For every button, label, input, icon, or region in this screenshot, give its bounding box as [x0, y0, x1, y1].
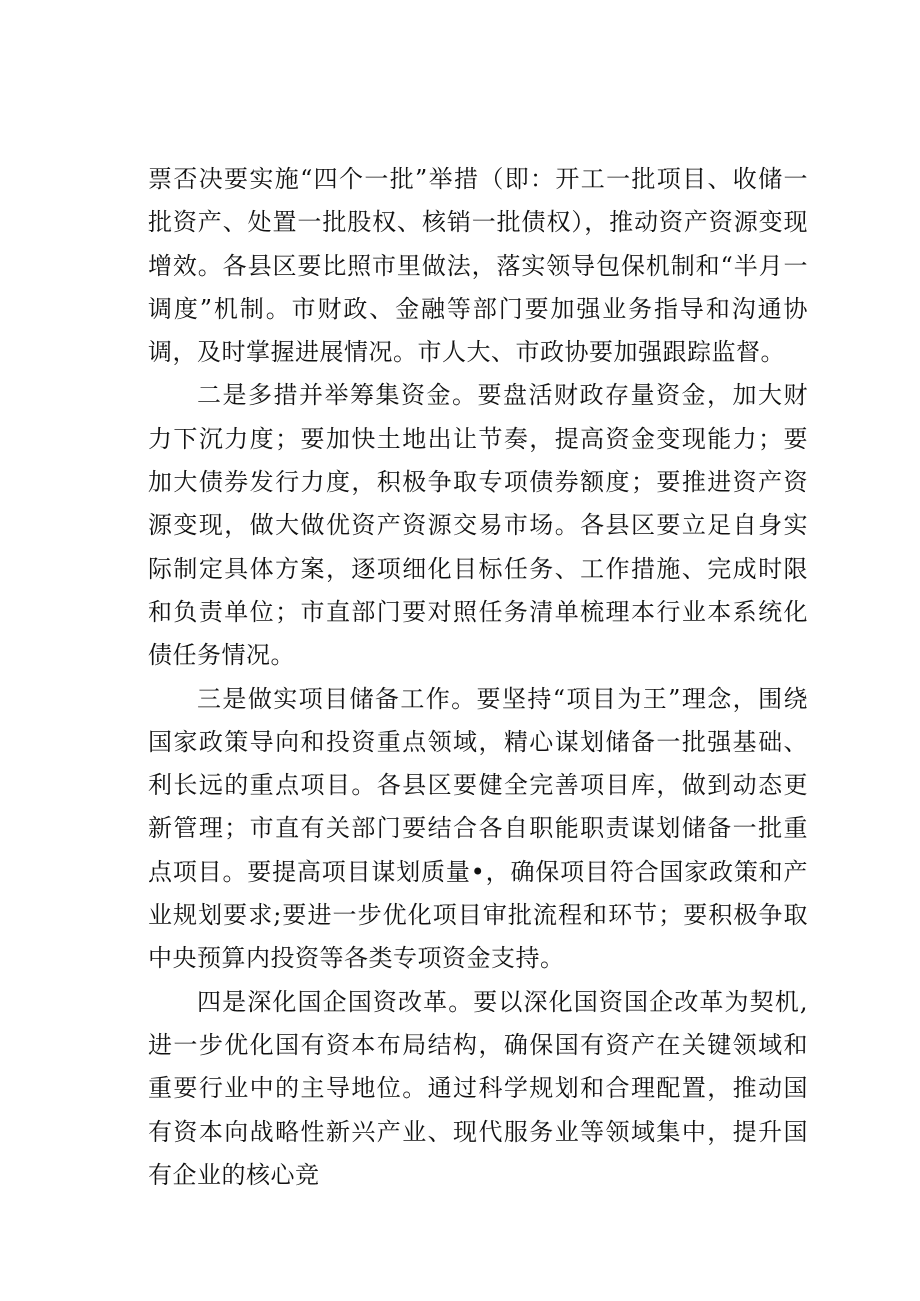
paragraph-4: 四是深化国企国资改革。要以深化国资国企改革为契机,进一步优化国有资本布局结构，确保国有资产在关键领域和重要行业中的主导地位。通过科学规划和合理配置，推动国有资本向战略性新兴产业、现代服务业等领域集中，提升国有企业的核心竞 [148, 987, 808, 1189]
document-body [148, 158, 808, 1197]
paragraph-3: 三是做实项目储备工作。要坚持“项目为王”理念，围绕国家政策导向和投资重点领域，精心谋划储备一批强基础、利长远的重点项目。各县区要健全完善项目库，做到动态更新管理；市直有关部门要结合各自职能职责谋划储备一批重点项目。要提高项目谋划质量•，确保项目符合国家政策和产业规划要求;要进一步优化项目审批流程和环节；要积极争取中央预算内投资等各类专项资金支持。 [148, 684, 808, 973]
paragraph-2: 二是多措并举筹集资金。要盘活财政存量资金，加大财力下沉力度；要加快土地出让节奏，提高资金变现能力；要加大债券发行力度，积极争取专项债券额度；要推进资产资源变现，做大做优资产资源交易市场。各县区要立足自身实际制定具体方案，逐项细化目标任务、工作措施、完成时限和负责单位；市直部门要对照任务清单梳理本行业本系统化债任务情况。 [148, 381, 808, 670]
paragraph-1: 票否决要实施“四个一批”举措（即：开工一批项目、收储一批资产、处置一批股权、核销一批债权），推动资产资源变现增效。各县区要比照市里做法，落实领导包保机制和“半月一调度”机制。市财政、金融等部门要加强业务指导和沟通协调，及时掌握进展情况。市人大、市政协要加强跟踪监督。 [148, 165, 808, 367]
